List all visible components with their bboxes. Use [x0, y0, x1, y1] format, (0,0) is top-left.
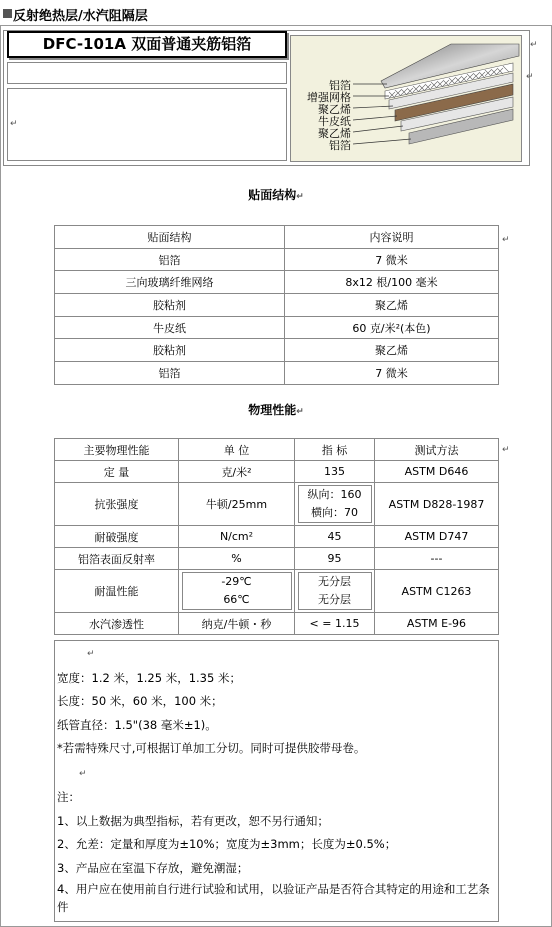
table-cell: 纳克/牛顿・秒 [179, 613, 295, 635]
product-name: DFC-101A 双面普通夹筋铝箔 [42, 35, 252, 53]
table-header-cell: 测试方法 [375, 439, 499, 461]
blank-area: ↵ [7, 88, 287, 161]
table-cell: 抗张强度 [55, 483, 179, 526]
notes-width: 宽度：1.2 米，1.25 米，1.35 米； [57, 670, 241, 685]
table-header-cell: 内容说明 [285, 226, 499, 249]
table-cell: 45 [295, 526, 375, 548]
temp-unit: 66℃ [223, 593, 250, 606]
table-row [55, 362, 499, 385]
layer-label: 铝箔 [329, 79, 351, 92]
table-row [55, 526, 499, 548]
structure-heading-text: 贴面结构 [248, 188, 297, 202]
tensile-value: 横向：70 [311, 506, 358, 519]
structure-heading: 贴面结构↵ [248, 188, 304, 202]
table-cell: ASTM C1263 [375, 570, 499, 613]
table-row [55, 483, 499, 526]
notes-custom: *若需特殊尺寸,可根据订单加工分切。同时可提供胶带母卷。 [57, 741, 366, 755]
structure-table [54, 225, 499, 385]
tensile-values-box [298, 485, 372, 523]
temp-value: 无分层 [318, 575, 351, 588]
table-cell: 135 [295, 461, 375, 483]
table-cell: ASTM D828-1987 [375, 483, 499, 526]
table-cell: 7 微米 [285, 248, 499, 271]
table-header-row [55, 226, 499, 249]
table-cell: % [179, 548, 295, 570]
table-cell: 铝箔 [55, 362, 285, 385]
temp-unit: -29℃ [221, 575, 252, 588]
paragraph-mark: ↵ [502, 445, 510, 455]
table-cell: 牛顿/25mm [179, 483, 295, 526]
table-cell: 胶粘剂 [55, 294, 285, 317]
notes-label: 注： [57, 790, 80, 804]
table-cell: < = 1.15 [295, 613, 375, 635]
paragraph-mark: ↵ [526, 72, 534, 82]
table-cell: 7 微米 [285, 362, 499, 385]
table-cell: 铝箔 [55, 248, 285, 271]
blank-field [7, 62, 287, 84]
properties-heading: 物理性能↵ [248, 403, 304, 417]
table-cell: 8x12 根/100 毫米 [285, 271, 499, 294]
notes-length: 长度：50 米，60 米，100 米； [57, 694, 223, 708]
table-row [55, 248, 499, 271]
temp-value: 无分层 [318, 593, 351, 606]
table-header-cell: 单 位 [179, 439, 295, 461]
properties-heading-text: 物理性能 [248, 403, 297, 417]
notes-item: 3、产品应在室温下存放，避免潮湿； [57, 860, 249, 875]
notes-box [54, 640, 499, 922]
table-cell: 铝箔表面反射率 [55, 548, 179, 570]
table-cell: ASTM E-96 [375, 613, 499, 635]
temp-units-box [182, 572, 292, 610]
notes-item: 2、允差：定量和厚度为±10%；宽度为±3mm；长度为±0.5%； [57, 837, 397, 851]
product-name-box [7, 31, 287, 58]
table-cell: 60 克/米²(本色) [285, 316, 499, 339]
table-cell: 胶粘剂 [55, 339, 285, 362]
notes-item: 4、用户应在使用前自行进行试验和试用，以验证产品是否符合其特定的用途和工艺条件 [57, 882, 490, 914]
table-cell: 耐温性能 [55, 570, 179, 613]
table-cell: 聚乙烯 [285, 294, 499, 317]
square-bullet-icon [3, 9, 12, 18]
table-cell: --- [375, 548, 499, 570]
paragraph-mark: ↵ [530, 40, 538, 50]
layer-label: 牛皮纸 [318, 115, 351, 128]
notes-item: 1、以上数据为典型指标，若有更改，恕不另行通知； [57, 813, 329, 828]
table-cell [295, 570, 375, 613]
table-header-cell: 主要物理性能 [55, 439, 179, 461]
table-cell: 水汽渗透性 [55, 613, 179, 635]
title-bar [0, 0, 552, 26]
table-header-cell: 指 标 [295, 439, 375, 461]
table-row [55, 548, 499, 570]
table-row [55, 316, 499, 339]
tensile-value: 纵向：160 [307, 488, 362, 501]
layer-label: 聚乙烯 [318, 103, 351, 116]
paragraph-mark: ↵ [502, 235, 510, 245]
layer-diagram [290, 35, 522, 162]
table-cell: ASTM D747 [375, 526, 499, 548]
properties-table [54, 438, 499, 635]
notes-core: 纸管直径：1.5"(38 毫米±1)。 [57, 717, 217, 732]
table-row [55, 339, 499, 362]
blank-line: ↵ [87, 649, 95, 659]
table-row [55, 294, 499, 317]
table-cell: 克/米² [179, 461, 295, 483]
temp-values-box [298, 572, 372, 610]
layer-label: 增强网格 [307, 91, 351, 104]
table-row [55, 271, 499, 294]
table-cell: 耐破强度 [55, 526, 179, 548]
layer-label: 铝箔 [329, 139, 351, 152]
table-cell: ASTM D646 [375, 461, 499, 483]
table-cell [179, 570, 295, 613]
table-cell: 定 量 [55, 461, 179, 483]
table-row [55, 613, 499, 635]
table-cell: 牛皮纸 [55, 316, 285, 339]
table-header-row [55, 439, 499, 461]
table-cell: 聚乙烯 [285, 339, 499, 362]
layer-label: 聚乙烯 [318, 127, 351, 140]
table-cell: 三向玻璃纤维网络 [55, 271, 285, 294]
page-title: 反射绝热层/水汽阻隔层 [13, 9, 148, 24]
table-row [55, 461, 499, 483]
table-cell: 95 [295, 548, 375, 570]
table-row [55, 570, 499, 613]
blank-line: ↵ [79, 768, 87, 779]
table-cell: N/cm² [179, 526, 295, 548]
table-header-cell: 贴面结构 [55, 226, 285, 249]
table-cell [295, 483, 375, 526]
